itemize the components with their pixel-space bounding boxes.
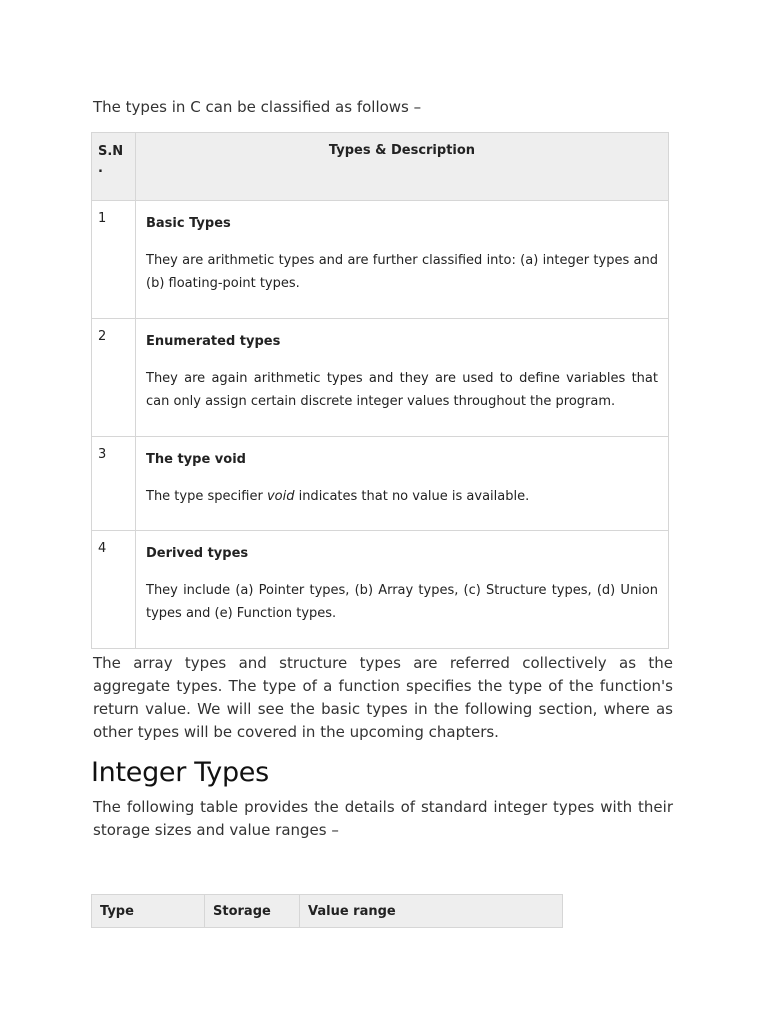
integer-types-intro: The following table provides the details of standard integer types with their storage sizes and value ranges – <box>93 798 673 839</box>
integer-types-table <box>91 894 563 928</box>
row-title: Enumerated types <box>146 334 281 349</box>
row-text: They are again arithmetic types and they are used to define variables that can only assign certain discrete integer values throughout the program. <box>146 371 658 409</box>
row-text-after: indicates that no value is available. <box>294 489 530 504</box>
types-table <box>91 132 669 649</box>
description-cell <box>136 437 669 531</box>
sn-header <box>92 133 136 201</box>
row-text <box>146 485 658 508</box>
row-title: Basic Types <box>146 216 231 231</box>
value-range-column-header: Value range <box>300 895 563 928</box>
sn-cell: 1 <box>92 201 136 319</box>
description-cell <box>136 201 669 319</box>
sn-header-line1: S.N <box>98 144 124 159</box>
table-row <box>92 319 669 437</box>
description-cell <box>136 531 669 649</box>
row-title: The type void <box>146 452 246 467</box>
row-text-before: The type specifier <box>146 489 267 504</box>
row-text: They are arithmetic types and are further classified into: (a) integer types and (b) floating-point types. <box>146 253 658 291</box>
integer-table-header-row <box>92 895 563 928</box>
row-text-emphasis: void <box>266 489 295 504</box>
storage-column-header: Storage <box>205 895 300 928</box>
row-text: They include (a) Pointer types, (b) Array types, (c) Structure types, (d) Union types and (e) Function types. <box>146 583 658 621</box>
row-title: Derived types <box>146 546 249 561</box>
sn-cell: 2 <box>92 319 136 437</box>
table-row <box>92 437 669 531</box>
table-row <box>92 201 669 319</box>
type-column-header: Type <box>92 895 205 928</box>
integer-types-heading: Integer Types <box>91 757 269 788</box>
table-row <box>92 531 669 649</box>
description-cell <box>136 319 669 437</box>
types-description-header: Types & Description <box>136 133 669 201</box>
intro-paragraph: The types in C can be classified as follows – <box>93 98 422 116</box>
types-table-header-row <box>92 133 669 201</box>
sn-header-line2: . <box>98 161 103 176</box>
sn-cell: 4 <box>92 531 136 649</box>
sn-cell: 3 <box>92 437 136 531</box>
aggregate-types-paragraph: The array types and structure types are referred collectively as the aggregate types. The type of a function specifies the type of the function's return value. We will see the basic types in the following section, where as other types will be covered in the upcoming chapters. <box>93 654 673 741</box>
